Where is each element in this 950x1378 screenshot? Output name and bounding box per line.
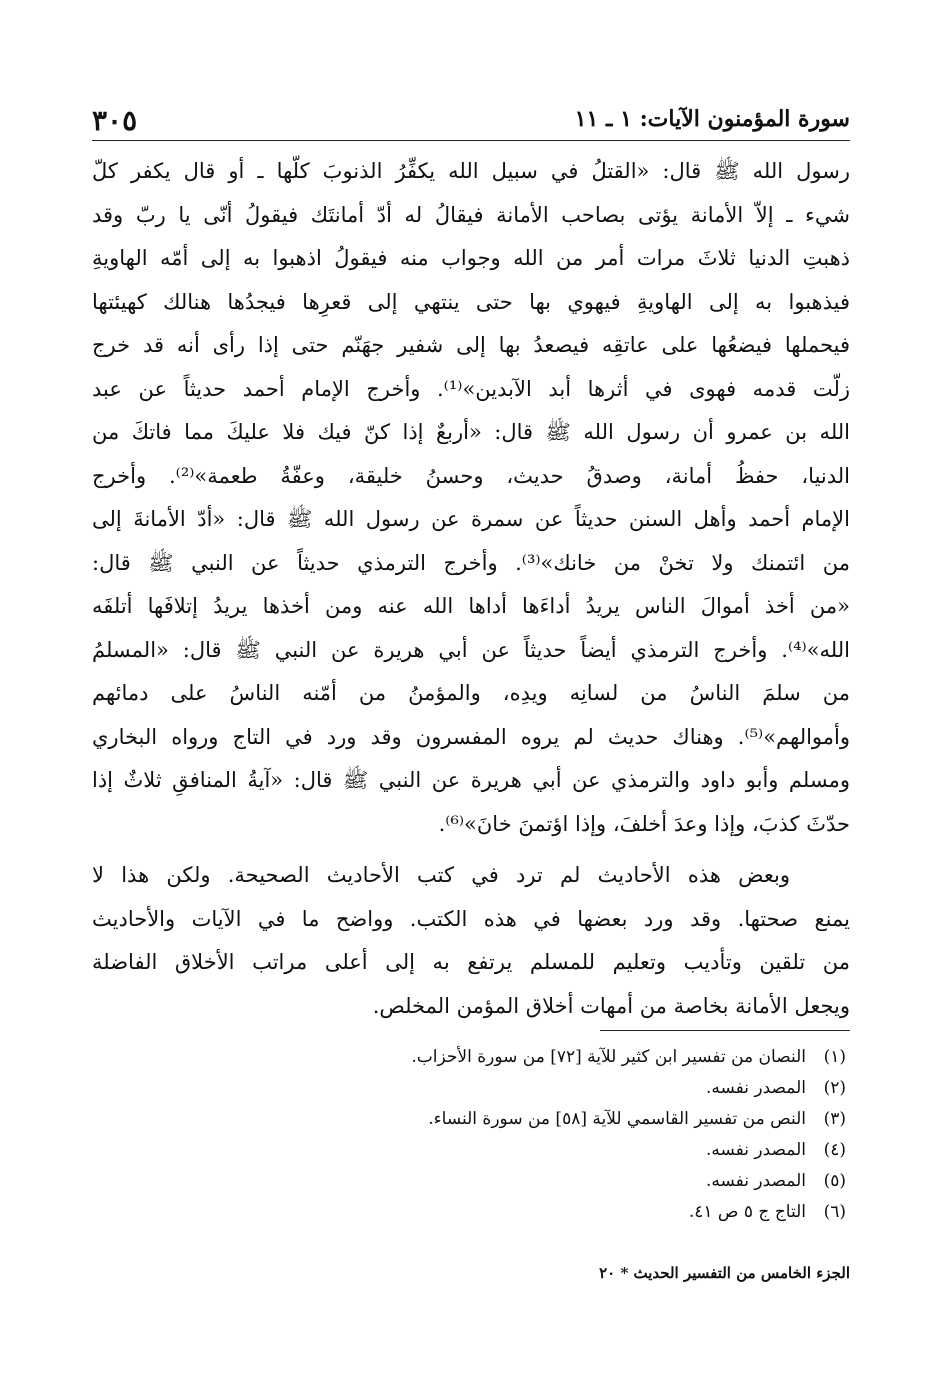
text-line: شيء ـ إلاّ الأمانة يؤتى بصاحب الأمانة فيقالُ له أدّ أمانتَك فيقولُ أنّى يا ربّ وقد xyxy=(92,202,850,227)
page-header xyxy=(92,104,850,144)
footnote-number: (٢) xyxy=(823,1078,846,1098)
header-rule xyxy=(92,140,850,141)
text-line: ويجعل الأمانة بخاصة من أمهات أخلاق المؤمن المخلص. xyxy=(372,993,850,1018)
text-line: وبعض هذه الأحاديث لم ترد في كتب الأحاديث الصحيحة. ولكن هذا لا xyxy=(92,863,790,887)
footnotes xyxy=(92,1042,850,1228)
footnote-number: (١) xyxy=(823,1047,846,1067)
main-text xyxy=(92,150,850,1028)
footnote xyxy=(92,1042,850,1073)
text-line: من ائتمنك ولا تخنْ من خانك»⁽³⁾. وأخرج الترمذي حديثاً عن النبي ﷺ قال: xyxy=(92,550,850,575)
text-line: وأموالهم»⁽⁵⁾. وهناك حديث لم يروه المفسرون وقد ورد في التاج ورواه البخاري xyxy=(92,724,850,749)
footnote-number: (٥) xyxy=(823,1171,846,1191)
text-line: يمنع صحتها. وقد ورد بعضها في هذه الكتب. وواضح ما في الآيات والأحاديث xyxy=(92,906,850,931)
text-line: زلّت قدمه فهوى في أثرها أبد الآبدين»⁽¹⁾. وأخرج الإمام أحمد حديثاً عن عبد xyxy=(92,376,850,401)
text-line: رسول الله ﷺ قال: «القتلُ في سبيل الله يكفِّرُ الذنوبَ كلّها ـ أو قال يكفر كلّ xyxy=(92,159,850,183)
footnote xyxy=(92,1073,850,1104)
text-line: ذهبتِ الدنيا ثلاثَ مرات أمر من الله وجواب منه فيقولُ اذهبوا به إلى أمّه الهاويةِ xyxy=(92,246,850,270)
footnote xyxy=(92,1166,850,1197)
footnote-text: المصدر نفسه. xyxy=(705,1078,806,1098)
paragraph-gap xyxy=(92,846,850,854)
footnote-number: (٦) xyxy=(823,1202,846,1222)
text-line: حدّثَ كذبَ، وإذا وعدَ أخلفَ، وإذا اؤتمنَ خانَ»⁽⁶⁾. xyxy=(438,811,850,836)
footnote xyxy=(92,1197,850,1228)
signature-line: الجزء الخامس من التفسير الحديث * ٢٠ xyxy=(599,1264,850,1282)
text-line: الله»⁽⁴⁾. وأخرج الترمذي أيضاً حديثاً عن أبي هريرة عن النبي ﷺ قال: «المسلمُ xyxy=(92,637,850,662)
text-line: الدنيا، حفظُ أمانة، وصدقُ حديث، وحسنُ خليقة، وعفّةُ طعمة»⁽²⁾. وأخرج xyxy=(92,463,850,488)
footnote-text: النص من تفسير القاسمي للآية [٥٨] من سورة النساء. xyxy=(428,1109,806,1129)
page-number: ٣٠٥ xyxy=(92,104,138,137)
text-line: الإمام أحمد وأهل السنن حديثاً عن سمرة عن رسول الله ﷺ قال: «أدّ الأمانةَ إلى xyxy=(92,507,850,531)
running-title: سورة المؤمنون الآيات: ١ ـ ١١ xyxy=(574,106,850,132)
footnote-text: المصدر نفسه. xyxy=(705,1140,806,1160)
footnote xyxy=(92,1104,850,1135)
text-line: ومسلم وأبو داود والترمذي عن أبي هريرة عن النبي ﷺ قال: «آيةُ المنافقِ ثلاثٌ إذا xyxy=(92,768,850,792)
text-line: من تلقين وتأديب وتعليم للمسلم يرتفع به إلى أعلى مراتب الأخلاق الفاضلة xyxy=(92,950,850,974)
footnote-text: المصدر نفسه. xyxy=(705,1171,806,1191)
text-line: «من أخذ أموالَ الناس يريدُ أداءَها أداها الله عنه ومن أخذها يريدُ إتلافَها أتلفَه xyxy=(92,594,850,618)
footnote xyxy=(92,1135,850,1166)
footnote-text: التاج ج ٥ ص ٤١. xyxy=(688,1202,806,1222)
footnote-number: (٣) xyxy=(823,1109,846,1129)
text-line: فيحملها فيضعُها على عاتقِه فيصعدُ بها إلى شفير جهَنّم حتى إذا رأى أنه قد خرج xyxy=(92,333,850,357)
footnote-text: النصان من تفسير ابن كثير للآية [٧٢] من سورة الأحزاب. xyxy=(411,1047,806,1067)
footnote-number: (٤) xyxy=(823,1140,846,1160)
text-line: فيذهبوا به إلى الهاويةِ فيهوي بها حتى ينتهي إلى قعرِها فيجدُها هنالك كهيئتها xyxy=(92,289,850,314)
text-line: من سلمَ الناسُ من لسانِه ويدِه، والمؤمنُ من أمّنه الناسُ على دمائهم xyxy=(92,681,850,705)
text-line: الله بن عمرو أن رسول الله ﷺ قال: «أربعٌ إذا كنّ فيك فلا عليكَ مما فاتكَ من xyxy=(92,420,850,444)
footnote-rule xyxy=(600,1030,850,1031)
